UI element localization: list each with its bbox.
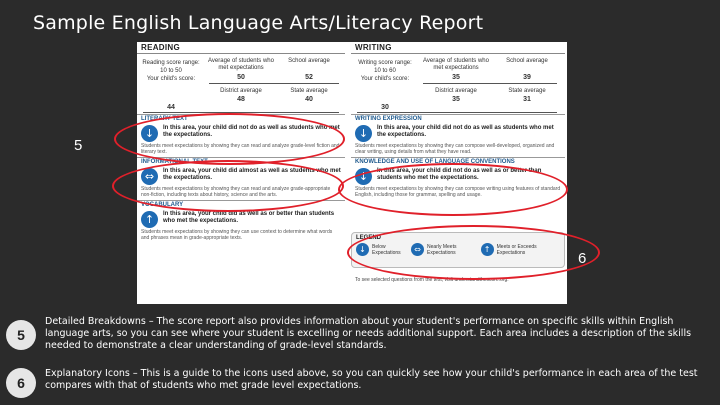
- divider: [357, 112, 557, 113]
- see-questions-note: To see selected questions from the test, visit understandthescore.org.: [355, 277, 509, 283]
- divider: [209, 83, 339, 84]
- category-description: Students meet expectations by showing they can compose writing using features of standard English, including those for grammar, spelling and usage.: [355, 186, 561, 198]
- writing-district: 35: [452, 96, 460, 103]
- category-text: In this area, your child did almost as well as students who met the expectations.: [163, 168, 341, 181]
- legend-title: LEGEND: [356, 235, 382, 241]
- divider: [423, 83, 557, 84]
- reading-heading: READING: [137, 42, 345, 54]
- writing-heading: WRITING: [351, 42, 565, 54]
- highlight-oval-legend: [347, 225, 600, 280]
- bullet-text-detailed-breakdowns: Detailed Breakdowns – The score report also provides information about your student's performance on specific skills within English language arts, so you can see where your student is excelling or needs additional support. Each area includes a description of the skills needed to demonstrate a clear understanding of grade-level standards.: [45, 316, 692, 351]
- writing-state-label: State average: [508, 88, 546, 94]
- category-description: Students meet expectations by showing they can compose well-developed, organized and clear writing, using details from what they have read.: [355, 143, 555, 155]
- writing-range-value: 10 to 60: [374, 68, 396, 74]
- reading-avg-meeting-label: Average of students who met expectations: [208, 58, 274, 71]
- arrow-up-icon: ↑: [481, 243, 494, 256]
- highlight-oval-conventions: [338, 163, 568, 216]
- category-text: In this area, your child did not do as well as students who met the expectations.: [163, 125, 340, 138]
- reading-range-value: 10 to 50: [160, 68, 182, 74]
- writing-district-label: District average: [435, 88, 477, 94]
- category-text: In this area, your child did not do as well as students who met the expectations.: [377, 125, 554, 138]
- callout-number-5: 5: [74, 137, 83, 154]
- highlight-oval-informational: [112, 160, 344, 212]
- arrow-down-icon: ↓: [355, 168, 372, 185]
- category-text: In this area, your child did not do as well as or better than students who met the expectations.: [377, 168, 542, 181]
- writing-score-grid: [351, 54, 565, 114]
- writing-range-label: Writing score range:: [358, 60, 412, 66]
- reading-your-score-label: Your child's score:: [146, 76, 196, 82]
- writing-your-score-label: Your child's score:: [360, 76, 410, 82]
- writing-score: 30: [381, 104, 389, 111]
- writing-school: 39: [523, 74, 531, 81]
- slide-title: Sample English Language Arts/Literacy Report: [33, 12, 484, 34]
- category-title: VOCABULARY: [137, 200, 345, 209]
- category-description: Students meet expectations by showing they can read and analyze grade-level fiction and literary text.: [141, 143, 340, 155]
- writing-state: 31: [523, 96, 531, 103]
- reading-school-label: School average: [288, 58, 330, 64]
- arrow-down-icon: ↓: [141, 125, 158, 142]
- legend-label: Meets or Exceeds Expectations: [496, 243, 537, 256]
- reading-district-label: District average: [220, 88, 262, 94]
- writing-avg-meeting-label: Average of students who met expectations: [423, 58, 489, 71]
- bullet-text-explanatory-icons: Explanatory Icons – This is a guide to the icons used above, so you can quickly see how your child's performance in each area of the test compares with that of students who met grade level expectations.: [45, 368, 698, 391]
- arrow-down-icon: ↓: [356, 243, 369, 256]
- reading-score: 44: [167, 104, 175, 111]
- double-arrow-icon: ⇔: [141, 168, 158, 185]
- legend-label: Nearly Meets Expectations: [427, 243, 457, 256]
- arrow-down-icon: ↓: [355, 125, 372, 142]
- writing-school-label: School average: [506, 58, 548, 64]
- reading-state: 40: [305, 96, 313, 103]
- category-title: LITERARY TEXT: [137, 114, 345, 123]
- category-text: In this area, your child did as well as or better than students who met the expectations.: [163, 211, 335, 224]
- highlight-oval-literary: [114, 113, 345, 165]
- category-description: Students meet expectations by showing they can use context to determine what words and phrases mean in grade-appropriate texts.: [141, 229, 333, 241]
- category-writing-expression: [351, 114, 565, 157]
- double-arrow-icon: ⇔: [411, 243, 424, 256]
- writing-avg-meeting: 35: [452, 74, 460, 81]
- category-title: INFORMATIONAL TEXT: [137, 157, 345, 166]
- legend-label: Below Expectations: [372, 243, 401, 256]
- bullet-number-5: 5: [6, 320, 36, 350]
- arrow-up-icon: ↑: [141, 211, 158, 228]
- category-description: Students meet expectations by showing they can read and analyze grade-appropriate non-fiction, including texts about history, science and the arts.: [141, 186, 331, 198]
- reading-range-label: Reading score range:: [142, 60, 200, 66]
- category-title: KNOWLEDGE AND USE OF LANGUAGE CONVENTIONS: [351, 157, 565, 166]
- reading-score-grid: [137, 54, 345, 114]
- reading-avg-meeting: 50: [237, 74, 245, 81]
- reading-state-label: State average: [290, 88, 328, 94]
- reading-school: 52: [305, 74, 313, 81]
- bullet-number-6: 6: [6, 368, 36, 398]
- reading-district: 48: [237, 96, 245, 103]
- callout-number-6: 6: [578, 250, 587, 267]
- category-title: WRITING EXPRESSION: [351, 114, 565, 123]
